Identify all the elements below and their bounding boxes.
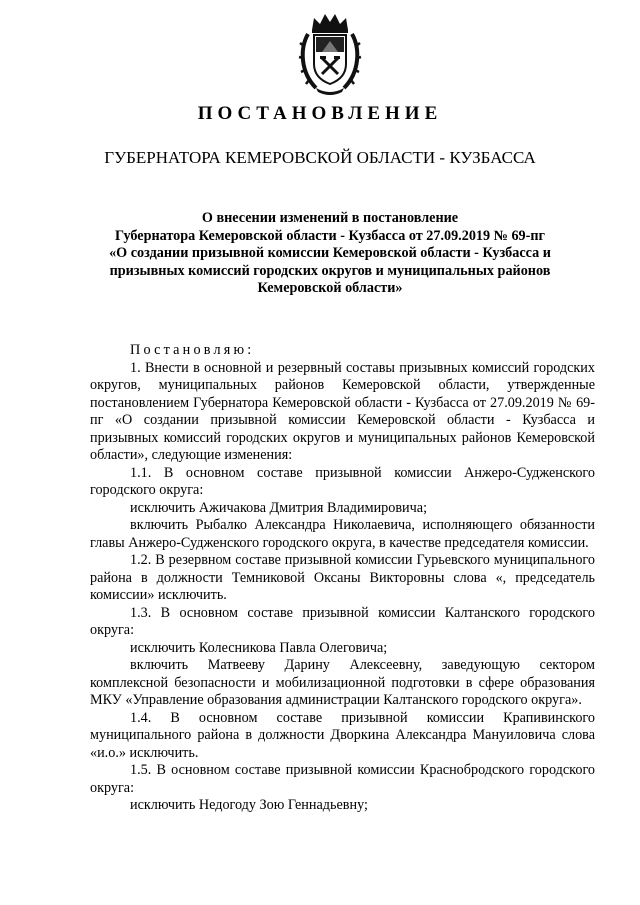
heading-line: Кемеровской области» — [257, 280, 403, 297]
paragraph-1-1: 1.1. В основном составе призывной комиссии Анжеро-Судженского городского округа: — [90, 464, 595, 498]
paragraph-1-3: 1.3. В основном составе призывной комиссии Калтанского городского округа: — [90, 604, 595, 638]
coat-of-arms-icon — [298, 12, 362, 96]
paragraph-1-3-exclude: исключить Колесникова Павла Олеговича; — [130, 639, 388, 656]
paragraph-1-2: 1.2. В резервном составе призывной комиссии Гурьевского муниципального района в должности Темниковой Оксаны Викторовны слова «, председатель комиссии» исключить. — [90, 552, 595, 603]
decree-word: Постановляю: — [130, 342, 255, 358]
decree-body — [90, 342, 595, 815]
heading-line: Губернатора Кемеровской области - Кузбасса от 27.09.2019 № 69-пг — [115, 227, 545, 244]
document-type-title: ПОСТАНОВЛЕНИЕ — [197, 103, 443, 124]
paragraph-1-5-exclude: исключить Недогоду Зою Геннадьевну; — [130, 797, 368, 813]
heading-line: О внесении изменений в постановление — [201, 210, 459, 226]
heading-line: «О создании призывной комиссии Кемеровской области - Кузбасса и — [109, 245, 551, 262]
paragraph-1-5: 1.5. В основном составе призывной комиссии Краснобродского городского округа: — [90, 762, 595, 796]
paragraph-1-1-include: включить Рыбалко Александра Николаевича, исполняющего обязанности главы Анжеро-Судженского городского округа, в качестве председателя комиссии. — [90, 517, 595, 551]
paragraph-1: 1. Внести в основной и резервный составы призывных комиссий городских округов, муниципальных районов Кемеровской области, утвержденные постановлением Губернатора Кемеровской области - Кузбасса от 27.09.2019 № 69-пг «О создании призывной комиссии Кемеровской области - Кузбасса и призывных комиссий городских округов и муниципальных районов Кемеровской области», следующие изменения: — [90, 359, 595, 463]
paragraph-1-4: 1.4. В основном составе призывной комиссии Крапивинского муниципального района в должности Дворкина Александра Мануиловича слова «и.о.» исключить. — [90, 709, 595, 761]
heading-line: призывных комиссий городских округов и муниципальных районов — [109, 262, 551, 279]
paragraph-1-3-include: включить Матвееву Дарину Алексеевну, заведующую сектором комплексной безопасности и мобилизационной подготовки в сфере образования МКУ «Управление образования администрации Калтанского городского округа». — [90, 657, 595, 708]
paragraph-1-1-exclude: исключить Ажичакова Дмитрия Владимировича; — [130, 499, 428, 516]
issuer-title: ГУБЕРНАТОРА КЕМЕРОВСКОЙ ОБЛАСТИ - КУЗБАССА — [104, 148, 536, 167]
decree-heading — [88, 210, 572, 298]
